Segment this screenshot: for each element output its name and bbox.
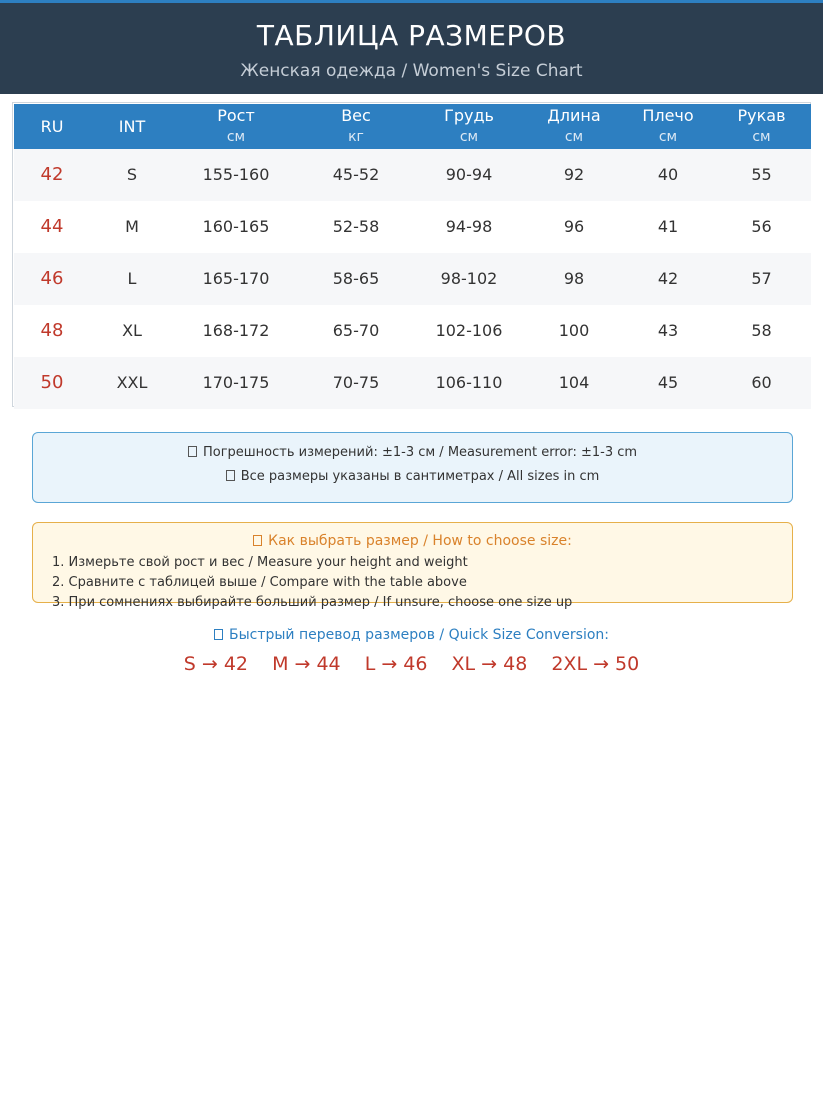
page-title: ТАБЛИЦА РАЗМЕРОВ: [256, 19, 567, 52]
cell-height: 168-172: [202, 321, 270, 340]
cell-length: 104: [558, 373, 590, 392]
cell-chest: 94-98: [445, 217, 493, 236]
conversion-item: S → 42: [183, 653, 249, 675]
cell-weight: 52-58: [332, 217, 380, 236]
cell-sleeve: 57: [751, 269, 772, 288]
conversion-item: XL → 48: [451, 653, 528, 675]
cell-int: L: [127, 269, 137, 288]
cell-ru: 50: [40, 372, 64, 393]
table-row: [14, 253, 811, 305]
conversion-item: L → 46: [364, 653, 428, 675]
cell-int: S: [126, 165, 138, 184]
cell-shoulder: 40: [657, 165, 679, 184]
cell-weight: 70-75: [332, 373, 380, 392]
missing-glyph-icon: [226, 470, 235, 481]
cell-height: 170-175: [202, 373, 270, 392]
cell-chest: 106-110: [435, 373, 503, 392]
conversion-item: 2XL → 50: [551, 653, 640, 675]
cell-length: 96: [563, 217, 585, 236]
col-header-sleeve: Рукав см: [737, 106, 786, 145]
how-to-choose-box: [32, 522, 793, 610]
cell-weight: 58-65: [332, 269, 380, 288]
quick-conversion-list: [0, 653, 823, 675]
cell-sleeve: 55: [751, 165, 772, 184]
table-row: [14, 305, 811, 357]
size-table: [12, 102, 811, 407]
cell-ru: 44: [40, 216, 64, 237]
cell-height: 160-165: [202, 217, 270, 236]
cell-height: 165-170: [202, 269, 270, 288]
col-header-height: Рост см: [217, 106, 255, 145]
table-row: [14, 201, 811, 253]
cell-ru: 48: [40, 320, 64, 341]
cell-chest: 90-94: [445, 165, 493, 184]
table-row: [14, 149, 811, 201]
table-row: [14, 357, 811, 409]
missing-glyph-icon: [188, 446, 197, 457]
cell-length: 92: [563, 165, 585, 184]
page-subtitle: Женская одежда / Women's Size Chart: [240, 61, 583, 81]
missing-glyph-icon: [214, 629, 223, 640]
cell-ru: 46: [40, 268, 64, 289]
cell-shoulder: 45: [657, 373, 679, 392]
how-to-step: 1. Измерьте свой рост и вес / Measure your height and weight: [52, 555, 468, 570]
cell-int: M: [125, 217, 139, 236]
col-header-int: INT: [118, 117, 146, 136]
how-to-title: Как выбрать размер / How to choose size:: [268, 533, 572, 549]
measurement-error-note: Погрешность измерений: ±1-3 см / Measurement error: ±1-3 cm: [202, 445, 638, 460]
cell-ru: 42: [40, 164, 64, 185]
cell-chest: 98-102: [440, 269, 498, 288]
col-header-ru: RU: [40, 117, 64, 136]
how-to-step: 3. При сомнениях выбирайте больший размер / If unsure, choose one size up: [52, 595, 573, 610]
cell-length: 100: [558, 321, 590, 340]
cell-shoulder: 43: [657, 321, 679, 340]
units-note: Все размеры указаны в сантиметрах / All sizes in cm: [240, 469, 600, 484]
cell-int: XXL: [116, 373, 148, 392]
col-header-length: Длина см: [547, 106, 601, 145]
conversion-item: M → 44: [272, 653, 341, 675]
cell-int: XL: [122, 321, 142, 340]
page-header: [0, 0, 823, 94]
cell-weight: 45-52: [332, 165, 380, 184]
cell-sleeve: 58: [751, 321, 772, 340]
how-to-step: 2. Сравните с таблицей выше / Compare with the table above: [52, 575, 467, 590]
cell-chest: 102-106: [435, 321, 503, 340]
col-header-chest: Грудь см: [444, 106, 494, 145]
table-header: [14, 104, 811, 149]
cell-shoulder: 42: [657, 269, 679, 288]
col-header-weight: Вес кг: [341, 106, 371, 145]
cell-length: 98: [563, 269, 585, 288]
measurement-info-box: [32, 432, 793, 503]
cell-sleeve: 60: [751, 373, 772, 392]
quick-conversion-title: Быстрый перевод размеров / Quick Size Conversion:: [228, 627, 610, 643]
cell-height: 155-160: [202, 165, 270, 184]
col-header-shoulder: Плечо см: [642, 106, 694, 145]
cell-shoulder: 41: [657, 217, 679, 236]
missing-glyph-icon: [253, 535, 262, 546]
cell-weight: 65-70: [332, 321, 380, 340]
cell-sleeve: 56: [751, 217, 772, 236]
